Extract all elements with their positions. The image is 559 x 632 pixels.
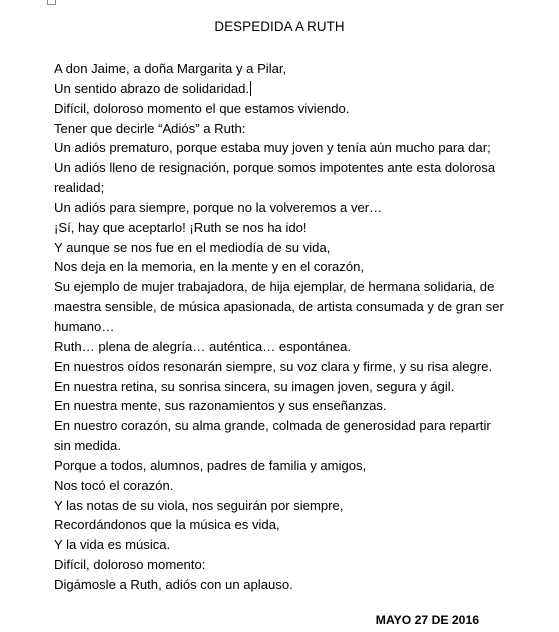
text-line: Y aunque se nos fue en el mediodía de su vida, [54,239,331,255]
text-line: En nuestro corazón, su alma grande, colmada de generosidad para repartir [54,418,491,434]
document-date: MAYO 27 DE 2016 [375,613,479,627]
text-line: Nos tocó el corazón. [54,477,174,493]
text-line: humano… [54,318,115,334]
text-line: Recordándonos que la música es vida, [54,517,280,533]
text-line: sin medida. [54,438,121,454]
text-line: Y la vida es música. [54,537,171,553]
text-line: En nuestros oídos resonarán siempre, su voz clara y firme, y su risa alegre. [54,358,493,374]
text-line: Porque a todos, alumnos, padres de familia y amigos, [54,457,367,473]
text-line: Un adiós prematuro, porque estaba muy joven y tenía aún mucho para dar; [54,140,491,156]
text-line: Tener que decirle “Adiós” a Ruth: [54,120,246,136]
text-line: Difícil, doloroso momento: [54,557,206,573]
text-line: ¡Sí, hay que aceptarlo! ¡Ruth se nos ha ido! [54,219,307,235]
text-line: Y las notas de su viola, nos seguirán por siempre, [54,497,344,513]
text-line: Un adiós para siempre, porque no la volveremos a ver… [54,199,383,215]
document-body[interactable] [54,59,534,595]
text-line: Nos deja en la memoria, en la mente y en el corazón, [54,259,365,275]
document-title: DESPEDIDA A RUTH [214,19,345,34]
text-line: En nuestra retina, su sonrisa sincera, su imagen joven, segura y ágil. [54,378,455,394]
text-line: Un adiós lleno de resignación, porque somos impotentes ante esta dolorosa [54,160,496,176]
text-line: En nuestra mente, sus razonamientos y sus enseñanzas. [54,398,387,414]
text-line: A don Jaime, a doña Margarita y a Pilar, [54,61,287,76]
text-line: Un sentido abrazo de solidaridad. [54,80,250,96]
text-line: Digámosle a Ruth, adiós con un aplauso. [54,576,293,592]
text-cursor-icon [250,81,251,96]
text-line: Difícil, doloroso momento el que estamos viviendo. [54,100,350,116]
text-line: realidad; [54,180,105,196]
text-line: Ruth… plena de alegría… auténtica… espontánea. [54,338,351,354]
table-move-handle-icon[interactable] [47,0,56,5]
text-line: Su ejemplo de mujer trabajadora, de hija ejemplar, de hermana solidaria, de [54,279,495,295]
text-line: maestra sensible, de música apasionada, de artista consumada y de gran ser [54,299,504,315]
